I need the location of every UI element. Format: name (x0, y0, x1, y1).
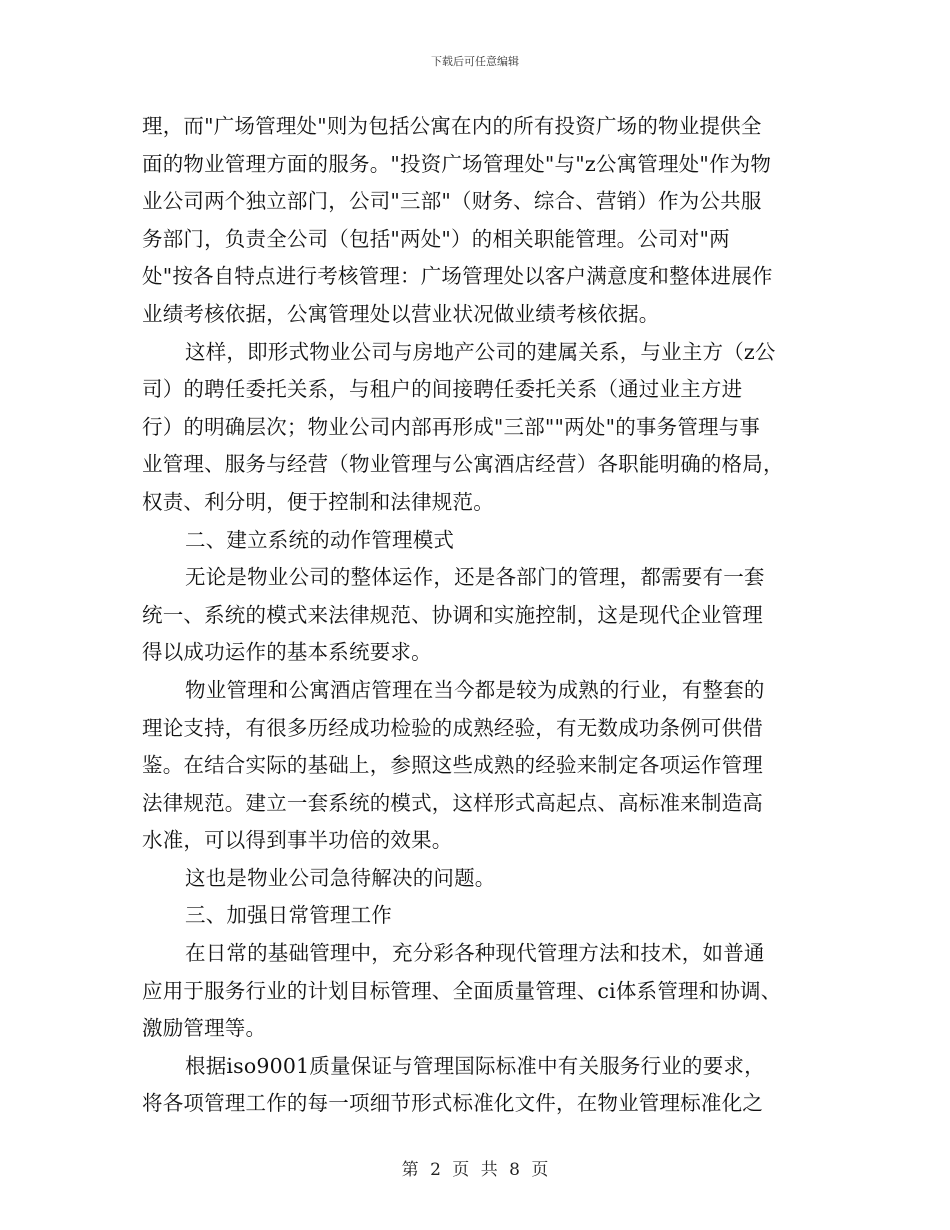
text-line: 二、建立系统的动作管理模式 (185, 527, 455, 552)
text-line: 业公司两个独立部门，公司"三部"（财务、综合、营销）作为公共服 (142, 189, 762, 214)
text-line: 司）的聘任委托关系，与租户的间接聘任委托关系（通过业主方进 (142, 377, 743, 402)
text-line: 得以成功运作的基本系统要求。 (142, 640, 432, 665)
text-line: 应用于服务行业的计划目标管理、全面质量管理、ci体系管理和协调、 (142, 978, 782, 1003)
text-line: 务部门，负责全公司（包括"两处"）的相关职能管理。公司对"两 (142, 226, 730, 251)
text-line: 面的物业管理方面的服务。"投资广场管理处"与"z公寓管理处"作为物 (142, 151, 772, 176)
text-line: 在日常的基础管理中，充分彩各种现代管理方法和技术，如普通 (185, 941, 765, 966)
text-line: 业管理、服务与经营（物业管理与公寓酒店经营）各职能明确的格局， (142, 452, 784, 477)
header-note: 下载后可任意编辑 (431, 55, 519, 68)
text-line: 处"按各自特点进行考核管理：广场管理处以客户满意度和整体进展作 (142, 264, 773, 289)
text-line: 权责、利分明，便于控制和法律规范。 (142, 489, 494, 514)
text-line: 激励管理等。 (142, 1016, 267, 1041)
text-line: 鉴。在结合实际的基础上，参照这些成熟的经验来制定各项运作管理 (142, 753, 763, 778)
text-line: 统一、系统的模式来法律规范、协调和实施控制，这是现代企业管理 (142, 602, 763, 627)
text-line: 水准，可以得到事半功倍的效果。 (142, 828, 453, 853)
text-line: 行）的明确层次；物业公司内部再形成"三部""两处"的事务管理与事 (142, 414, 761, 439)
text-line: 这样，即形式物业公司与房地产公司的建属关系，与业主方（z公 (185, 339, 776, 364)
text-line: 三、加强日常管理工作 (185, 903, 392, 928)
text-line: 法律规范。建立一套系统的模式，这样形式高起点、高标准来制造高 (142, 790, 763, 815)
text-line: 业绩考核依据，公寓管理处以营业状况做业绩考核依据。 (142, 301, 660, 326)
text-line: 根据iso9001质量保证与管理国际标准中有关服务行业的要求， (185, 1053, 765, 1078)
text-line: 物业管理和公寓酒店管理在当今都是较为成熟的行业，有整套的 (185, 677, 765, 702)
text-line: 这也是物业公司急待解决的问题。 (185, 865, 496, 890)
text-line: 无论是物业公司的整体运作，还是各部门的管理，都需要有一套 (185, 565, 765, 590)
text-line: 理，而"广场管理处"则为包括公寓在内的所有投资广场的物业提供全 (142, 114, 762, 138)
text-line: 理论支持，有很多历经成功检验的成熟经验，有无数成功条例可供借 (142, 715, 763, 740)
document-body (142, 108, 814, 1123)
text-line: 将各项管理工作的每一项细节形式标准化文件，在物业管理标准化之 (142, 1091, 763, 1116)
page-number-footer: 第 2 页 共 8 页 (401, 1160, 549, 1180)
